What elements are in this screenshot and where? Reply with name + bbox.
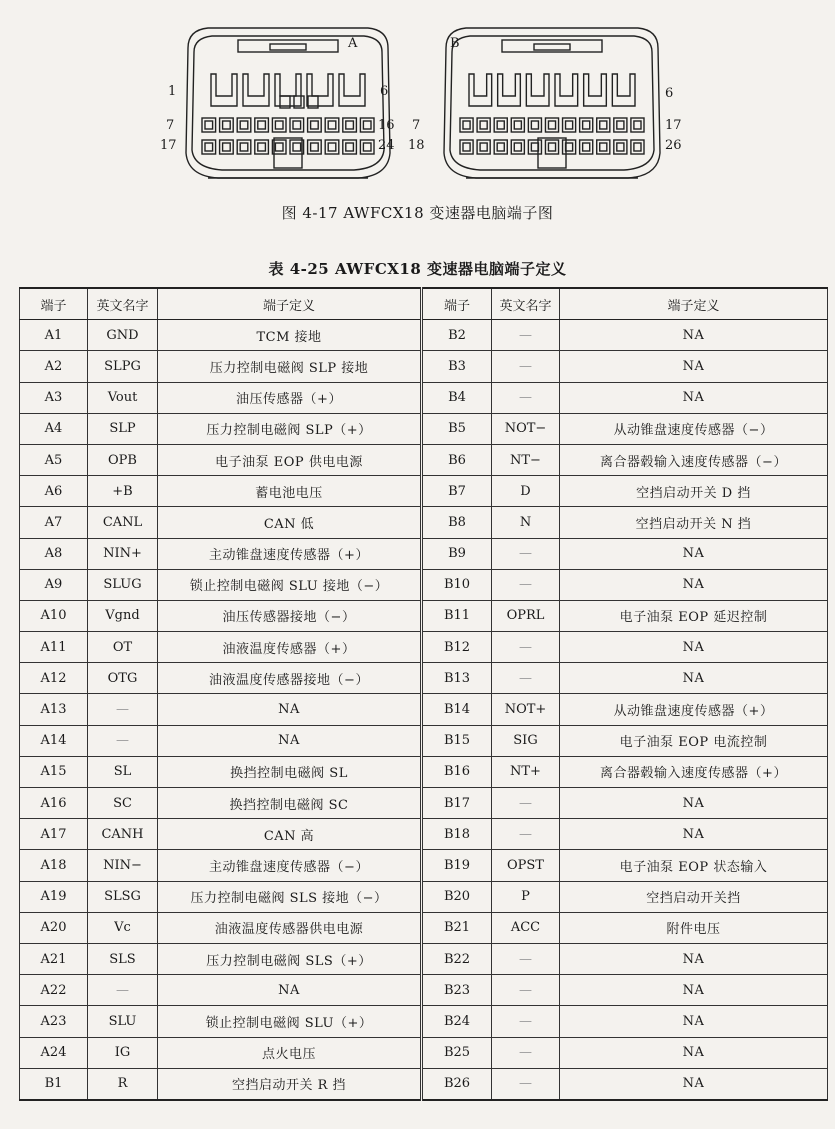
connector-b-cavity: [563, 118, 576, 132]
pin-id-cell: A5: [20, 444, 88, 475]
connector-b-cavity-pin: [634, 121, 641, 129]
connector-b-cavity: [614, 118, 627, 132]
connector-a-cavity-pin: [275, 121, 283, 129]
connector-b-cavity: [528, 118, 541, 132]
pin-definition-cell: NA: [560, 320, 828, 351]
table-header-row: [20, 288, 828, 320]
pin-name-cell: GND: [88, 320, 158, 351]
connector-b-cavity: [511, 118, 524, 132]
connector-b-cavity: [631, 140, 644, 154]
connector-figure: [150, 18, 690, 198]
pin-definition-cell: NA: [560, 351, 828, 382]
connector-a-cavity: [343, 118, 357, 132]
pin-name-cell: P: [492, 881, 560, 912]
pin-name-cell: NOT−: [492, 413, 560, 444]
pin-name-cell: OPRL: [492, 600, 560, 631]
pin-definition-cell: 压力控制电磁阀 SLS（+）: [158, 943, 422, 974]
pin-definition-cell: 空挡启动开关 R 挡: [158, 1068, 422, 1100]
pin-id-cell: A21: [20, 943, 88, 974]
pin-definition-cell: 空挡启动开关 D 挡: [560, 476, 828, 507]
pin-name-cell: Vgnd: [88, 600, 158, 631]
pin-definition-cell: 电子油泵 EOP 电流控制: [560, 725, 828, 756]
pin-id-cell: A12: [20, 663, 88, 694]
connector-a-cavity: [220, 118, 234, 132]
pin-name-cell: —: [492, 320, 560, 351]
pin-id-cell: A3: [20, 382, 88, 413]
pin-id-cell: A1: [20, 320, 88, 351]
connector-b-pin-7: 7: [412, 118, 421, 133]
connector-a-cavity-pin: [258, 121, 266, 129]
pin-name-cell: —: [492, 351, 560, 382]
connector-b-cavity-pin: [548, 121, 555, 129]
pin-name-cell: —: [492, 382, 560, 413]
pin-id-cell: A22: [20, 975, 88, 1006]
connector-a-cavity: [325, 118, 339, 132]
pin-id-cell: A20: [20, 912, 88, 943]
connector-b-top-cavity: [584, 74, 607, 106]
connector-a-cavity-pin: [275, 143, 283, 151]
connector-a-top-cavity: [339, 74, 365, 106]
pin-id-cell: A10: [20, 600, 88, 631]
connector-a-cavity-pin: [293, 143, 301, 151]
connector-a-cavity: [255, 140, 269, 154]
connector-b-cavity-pin: [617, 121, 624, 129]
pin-id-cell: B26: [422, 1068, 492, 1100]
pin-id-cell: B11: [422, 600, 492, 631]
pin-definition-cell: 空挡启动开关 N 挡: [560, 507, 828, 538]
connector-a-cavity: [237, 140, 251, 154]
pin-id-cell: B13: [422, 663, 492, 694]
pin-name-cell: N: [492, 507, 560, 538]
table-row: [20, 1068, 828, 1100]
pin-name-cell: SC: [88, 788, 158, 819]
connector-a-cavity: [290, 118, 304, 132]
pin-definition-cell: CAN 高: [158, 819, 422, 850]
pin-name-cell: —: [492, 788, 560, 819]
connector-b-cavity: [460, 118, 473, 132]
connector-b-cavity-pin: [634, 143, 641, 151]
connector-a-inner-housing: [192, 36, 384, 170]
table-row: [20, 476, 828, 507]
connector-b-cavity-pin: [463, 143, 470, 151]
connector-b-cavity-pin: [480, 143, 487, 151]
connector-a-cavity-pin: [258, 143, 266, 151]
connector-b-cavity-pin: [600, 143, 607, 151]
pin-name-cell: NOT+: [492, 694, 560, 725]
connector-a-top-cavity: [307, 74, 333, 106]
connector-a-top-cavity: [275, 74, 301, 106]
connector-b-cavity-pin: [583, 121, 590, 129]
connector-b-cavity-pin: [617, 143, 624, 151]
pin-definition-cell: NA: [560, 1068, 828, 1100]
pin-id-cell: A13: [20, 694, 88, 725]
figure-caption: 图 4-17 AWFCX18 变速器电脑端子图: [281, 204, 554, 222]
pin-id-cell: B3: [422, 351, 492, 382]
connector-a-cavity: [325, 140, 339, 154]
pin-id-cell: B1: [20, 1068, 88, 1100]
connector-a-cavity: [360, 140, 374, 154]
header-pin: 端子: [422, 288, 492, 320]
pin-definition-cell: NA: [560, 632, 828, 663]
table-row: [20, 382, 828, 413]
pin-name-cell: D: [492, 476, 560, 507]
connector-a-cavity-pin: [240, 143, 248, 151]
table-row: [20, 912, 828, 943]
connector-a-pin-7: 7: [166, 118, 175, 133]
connector-b-top-cavity: [498, 74, 521, 106]
connector-b-cavity: [545, 140, 558, 154]
header-definition: 端子定义: [560, 288, 828, 320]
connector-b-top-cavity: [612, 74, 635, 106]
connector-b-cavity-pin: [531, 121, 538, 129]
table-row: [20, 663, 828, 694]
pin-id-cell: A4: [20, 413, 88, 444]
connector-b-pin-17: 17: [665, 118, 682, 133]
pin-definition-cell: 锁止控制电磁阀 SLU（+）: [158, 1006, 422, 1037]
pin-id-cell: B17: [422, 788, 492, 819]
connector-a-cavity: [272, 118, 286, 132]
pin-id-cell: B10: [422, 569, 492, 600]
pin-name-cell: —: [492, 538, 560, 569]
pin-id-cell: A14: [20, 725, 88, 756]
connector-a-pin-24: 24: [378, 138, 395, 153]
connector-b-cavity: [511, 140, 524, 154]
pin-definition-cell: NA: [158, 975, 422, 1006]
pin-name-cell: NIN+: [88, 538, 158, 569]
table-row: [20, 507, 828, 538]
table-row: [20, 351, 828, 382]
connector-a-cavity-pin: [328, 121, 336, 129]
table-row: [20, 538, 828, 569]
pin-definition-cell: 点火电压: [158, 1037, 422, 1068]
connector-b-cavity: [614, 140, 627, 154]
pin-definition-cell: NA: [158, 694, 422, 725]
pin-id-cell: A6: [20, 476, 88, 507]
pin-id-cell: B8: [422, 507, 492, 538]
connector-a-cavity: [343, 140, 357, 154]
connector-b-pin-26: 26: [665, 138, 682, 153]
table-row: [20, 600, 828, 631]
table-row: [20, 632, 828, 663]
pin-id-cell: B6: [422, 444, 492, 475]
pin-name-cell: NT−: [492, 444, 560, 475]
pin-definition-cell: 电子油泵 EOP 供电电源: [158, 444, 422, 475]
pin-name-cell: SLPG: [88, 351, 158, 382]
pin-name-cell: OPST: [492, 850, 560, 881]
pin-id-cell: A9: [20, 569, 88, 600]
table-row: [20, 320, 828, 351]
pin-definition-cell: NA: [560, 382, 828, 413]
connector-b-cavity: [597, 140, 610, 154]
pin-definition-cell: 从动锥盘速度传感器（−）: [560, 413, 828, 444]
connector-b-top-cavity: [469, 74, 492, 106]
pin-definition-cell: 油液温度传感器供电电源: [158, 912, 422, 943]
pin-definition-cell: 油液温度传感器接地（−）: [158, 663, 422, 694]
pin-definition-cell: 压力控制电磁阀 SLS 接地（−）: [158, 881, 422, 912]
pin-id-cell: B16: [422, 756, 492, 787]
connector-a-cavity: [255, 118, 269, 132]
connector-a-top-cavity: [211, 74, 237, 106]
pin-definition-cell: NA: [560, 819, 828, 850]
connector-a-pin-17: 17: [160, 138, 177, 153]
pin-name-cell: +B: [88, 476, 158, 507]
pin-id-cell: A7: [20, 507, 88, 538]
connector-a-top-cavity: [243, 74, 269, 106]
pin-name-cell: —: [492, 1006, 560, 1037]
connector-b-cavity: [494, 118, 507, 132]
pin-definition-cell: 电子油泵 EOP 状态输入: [560, 850, 828, 881]
pin-id-cell: A16: [20, 788, 88, 819]
connector-b-cavity-pin: [583, 143, 590, 151]
connector-b-cavity-pin: [548, 143, 555, 151]
connector-b-cavity-pin: [514, 121, 521, 129]
table-row: [20, 1037, 828, 1068]
pin-id-cell: B18: [422, 819, 492, 850]
pin-id-cell: A8: [20, 538, 88, 569]
pin-name-cell: SL: [88, 756, 158, 787]
table-row: [20, 569, 828, 600]
pin-id-cell: B7: [422, 476, 492, 507]
pin-definition-cell: NA: [560, 538, 828, 569]
pin-name-cell: OT: [88, 632, 158, 663]
table-title: 表 4-25 AWFCX18 变速器电脑端子定义: [268, 260, 567, 278]
pin-definition-cell: 压力控制电磁阀 SLP 接地: [158, 351, 422, 382]
pin-name-cell: IG: [88, 1037, 158, 1068]
connector-a-pin-1: 1: [168, 84, 177, 99]
connector-b-cavity: [460, 140, 473, 154]
connector-b-cavity-pin: [600, 121, 607, 129]
table-row: [20, 975, 828, 1006]
pin-name-cell: —: [492, 632, 560, 663]
pin-name-cell: —: [492, 819, 560, 850]
pin-definition-cell: NA: [560, 788, 828, 819]
connector-a-cavity-pin: [346, 121, 354, 129]
table-row: [20, 819, 828, 850]
connector-b-cavity: [528, 140, 541, 154]
connector-b-top-cavity: [526, 74, 549, 106]
connector-b-cavity: [631, 118, 644, 132]
pin-name-cell: —: [88, 975, 158, 1006]
pin-id-cell: A11: [20, 632, 88, 663]
pin-name-cell: CANL: [88, 507, 158, 538]
header-definition: 端子定义: [158, 288, 422, 320]
pin-name-cell: SLP: [88, 413, 158, 444]
pin-id-cell: B15: [422, 725, 492, 756]
pin-name-cell: —: [492, 569, 560, 600]
pin-definition-cell: NA: [560, 663, 828, 694]
pin-id-cell: B2: [422, 320, 492, 351]
connector-diagram: [150, 18, 690, 198]
pin-definition-cell: 附件电压: [560, 912, 828, 943]
pin-id-cell: A18: [20, 850, 88, 881]
connector-a-cavity: [220, 140, 234, 154]
connector-a-cavity-pin: [346, 143, 354, 151]
pin-name-cell: R: [88, 1068, 158, 1100]
pin-name-cell: Vc: [88, 912, 158, 943]
connector-a-letter: A: [348, 36, 358, 51]
pin-name-cell: OPB: [88, 444, 158, 475]
pin-name-cell: NT+: [492, 756, 560, 787]
pin-definition-cell: TCM 接地: [158, 320, 422, 351]
pin-definition-cell: NA: [560, 1037, 828, 1068]
table-row: [20, 756, 828, 787]
pin-definition-cell: NA: [560, 1006, 828, 1037]
connector-a-cavity: [237, 118, 251, 132]
pin-name-cell: CANH: [88, 819, 158, 850]
connector-b-cavity-pin: [566, 121, 573, 129]
table-row: [20, 881, 828, 912]
pin-id-cell: B12: [422, 632, 492, 663]
pin-definition-cell: 锁止控制电磁阀 SLU 接地（−）: [158, 569, 422, 600]
connector-a-cavity-pin: [311, 143, 319, 151]
connector-a-cavity-pin: [328, 143, 336, 151]
pin-definition-cell: 离合器毂输入速度传感器（−）: [560, 444, 828, 475]
pin-definition-cell: CAN 低: [158, 507, 422, 538]
connector-a-cavity-pin: [205, 143, 213, 151]
pin-name-cell: SLUG: [88, 569, 158, 600]
pin-name-cell: NIN−: [88, 850, 158, 881]
pin-id-cell: B4: [422, 382, 492, 413]
pin-id-cell: A15: [20, 756, 88, 787]
pin-id-cell: B9: [422, 538, 492, 569]
table-row: [20, 444, 828, 475]
pin-definition-cell: NA: [560, 943, 828, 974]
connector-b-pin-18: 18: [408, 138, 425, 153]
header-name: 英文名字: [88, 288, 158, 320]
connector-b-cavity: [597, 118, 610, 132]
connector-a-latch-tab: [270, 44, 306, 50]
connector-a-cavity: [308, 118, 322, 132]
table-row: [20, 694, 828, 725]
connector-b-cavity: [580, 140, 593, 154]
connector-b-cavity: [580, 118, 593, 132]
connector-a-cavity: [202, 140, 216, 154]
pin-definition-cell: 蓄电池电压: [158, 476, 422, 507]
connector-a-pin-16: 16: [378, 118, 395, 133]
pin-id-cell: B14: [422, 694, 492, 725]
pin-definition-cell: 油压传感器（+）: [158, 382, 422, 413]
connector-b-letter: B: [450, 36, 460, 51]
pin-id-cell: A17: [20, 819, 88, 850]
connector-b-cavity: [563, 140, 576, 154]
pin-definition-table: [19, 287, 828, 1101]
table-row: [20, 413, 828, 444]
connector-b-cavity: [477, 140, 490, 154]
pin-id-cell: B19: [422, 850, 492, 881]
table-row: [20, 725, 828, 756]
connector-b-cavity: [494, 140, 507, 154]
pin-definition-cell: 空挡启动开关挡: [560, 881, 828, 912]
pin-definition-cell: 换挡控制电磁阀 SC: [158, 788, 422, 819]
pin-name-cell: —: [492, 1068, 560, 1100]
connector-a-cavity-pin: [223, 121, 231, 129]
pin-id-cell: B20: [422, 881, 492, 912]
connector-a-cavity-pin: [363, 143, 371, 151]
pin-id-cell: B24: [422, 1006, 492, 1037]
pin-name-cell: —: [492, 975, 560, 1006]
pin-definition-cell: 电子油泵 EOP 延迟控制: [560, 600, 828, 631]
connector-a-cavity-pin: [205, 121, 213, 129]
pin-id-cell: B21: [422, 912, 492, 943]
connector-b-cavity-pin: [463, 121, 470, 129]
pin-name-cell: —: [88, 694, 158, 725]
table-row: [20, 850, 828, 881]
pin-id-cell: B25: [422, 1037, 492, 1068]
pin-name-cell: —: [88, 725, 158, 756]
connector-a-cavity-pin: [240, 121, 248, 129]
connector-a-cavity-pin: [223, 143, 231, 151]
pin-name-cell: SLS: [88, 943, 158, 974]
connector-b-cavity-pin: [514, 143, 521, 151]
pin-definition-cell: 离合器毂输入速度传感器（+）: [560, 756, 828, 787]
pin-id-cell: B22: [422, 943, 492, 974]
table-row: [20, 788, 828, 819]
pin-definition-cell: 主动锥盘速度传感器（−）: [158, 850, 422, 881]
connector-a-cavity: [360, 118, 374, 132]
connector-a-cavity-pin: [311, 121, 319, 129]
header-name: 英文名字: [492, 288, 560, 320]
pin-definition-cell: 换挡控制电磁阀 SL: [158, 756, 422, 787]
connector-b-cavity-pin: [480, 121, 487, 129]
connector-b-cavity: [545, 118, 558, 132]
connector-b-cavity: [477, 118, 490, 132]
pin-id-cell: A23: [20, 1006, 88, 1037]
pin-name-cell: SLSG: [88, 881, 158, 912]
pin-name-cell: —: [492, 1037, 560, 1068]
pin-name-cell: Vout: [88, 382, 158, 413]
pin-definition-cell: 油液温度传感器（+）: [158, 632, 422, 663]
connector-b-top-cavity: [555, 74, 578, 106]
connector-a-cavity-pin: [363, 121, 371, 129]
pin-id-cell: B23: [422, 975, 492, 1006]
header-pin: 端子: [20, 288, 88, 320]
connector-a-cavity: [308, 140, 322, 154]
pin-definition-cell: 压力控制电磁阀 SLP（+）: [158, 413, 422, 444]
pin-name-cell: SLU: [88, 1006, 158, 1037]
pin-name-cell: —: [492, 663, 560, 694]
pin-id-cell: A19: [20, 881, 88, 912]
pin-name-cell: OTG: [88, 663, 158, 694]
pin-definition-cell: NA: [560, 569, 828, 600]
connector-b-cavity-pin: [497, 121, 504, 129]
connector-b-pin-6: 6: [665, 86, 674, 101]
connector-b-cavity-pin: [497, 143, 504, 151]
pin-definition-cell: 从动锥盘速度传感器（+）: [560, 694, 828, 725]
connector-a-cavity: [202, 118, 216, 132]
pin-definition-cell: 主动锥盘速度传感器（+）: [158, 538, 422, 569]
pin-id-cell: A24: [20, 1037, 88, 1068]
pin-name-cell: SIG: [492, 725, 560, 756]
connector-b-latch-tab: [534, 44, 570, 50]
pin-name-cell: —: [492, 943, 560, 974]
pin-id-cell: A2: [20, 351, 88, 382]
connector-a-pin-6: 6: [380, 84, 389, 99]
pin-name-cell: ACC: [492, 912, 560, 943]
pin-definition-cell: NA: [560, 975, 828, 1006]
table-row: [20, 1006, 828, 1037]
pin-definition-cell: NA: [158, 725, 422, 756]
table-row: [20, 943, 828, 974]
connector-a-cavity-pin: [293, 121, 301, 129]
pin-id-cell: B5: [422, 413, 492, 444]
pin-definition-cell: 油压传感器接地（−）: [158, 600, 422, 631]
